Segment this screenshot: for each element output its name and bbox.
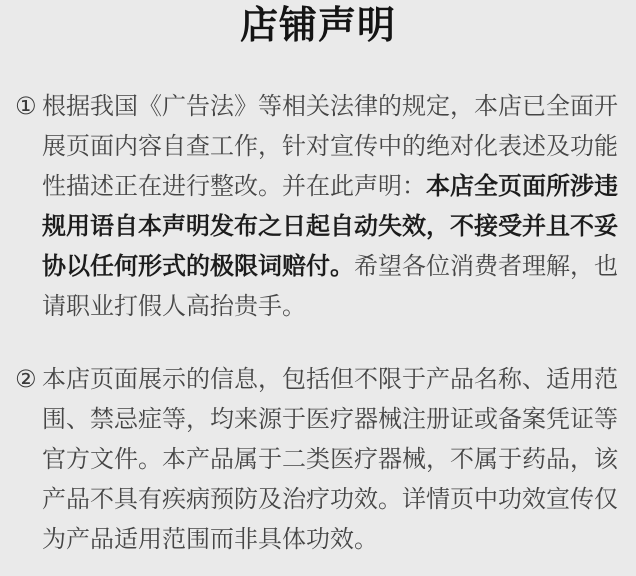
item-2-text [42,360,622,560]
statement-item-2 [15,360,622,560]
item-1-circled-number: ① [15,93,37,120]
page-title: 店铺声明 [239,5,396,47]
statement-item-1 [15,87,622,327]
item-2-circled-number: ② [15,366,37,393]
item-1-text-segment-bold: 本店全页面所涉违规用语自本声明发布之日起自动失效，不接受并且不妥协以任何形式的极限词赔付。 [42,173,618,280]
statement-content [0,87,636,560]
item-1-text-segment-regular-2: 希望各位消费者理解，也请职业打假人高抬贵手。 [42,253,618,320]
item-1-text [42,87,622,327]
item-1-text-segment-regular-1: 根据我国《广告法》等相关法律的规定，本店已全面开展页面内容自查工作，针对宣传中的绝对化表述及功能性描述正在进行整改。并在此声明： [42,93,618,200]
item-2-text-segment-regular-1: 本店页面展示的信息，包括但不限于产品名称、适用范围、禁忌症等，均来源于医疗器械注册证或备案凭证等官方文件。本产品属于二类医疗器械，不属于药品，该产品不具有疾病预防及治疗功效。详情页中功效宣传仅为产品适用范围而非具体功效。 [42,366,618,553]
